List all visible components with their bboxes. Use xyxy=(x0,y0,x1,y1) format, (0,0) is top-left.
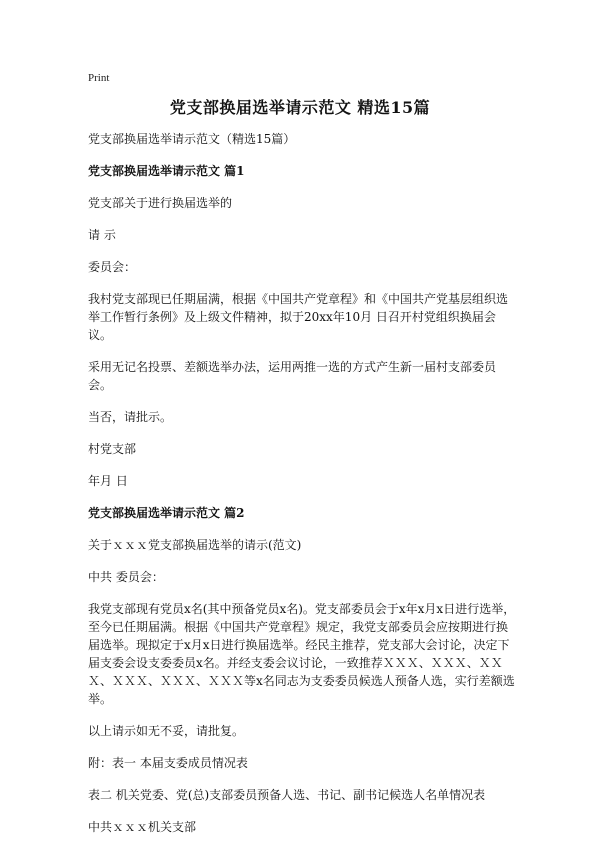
section-heading-1: 党支部换届选举请示范文 篇1 xyxy=(88,164,245,178)
print-label[interactable]: Print xyxy=(88,72,110,84)
paragraph: 以上请示如无不妥，请批复。 xyxy=(88,724,245,738)
paragraph: 附：表一 本届支委成员情况表 xyxy=(88,756,248,770)
paragraph: 采用无记名投票、差额选举办法，运用两推一选的方式产生新一届村支部委员会。 xyxy=(88,360,497,392)
paragraph: 表二 机关党委、党(总)支部委员预备人选、书记、副书记候选人名单情况表 xyxy=(88,788,486,802)
paragraph: 中共 委员会： xyxy=(88,570,164,584)
paragraph: 关于ｘｘｘ党支部换届选举的请示(范文) xyxy=(88,538,302,552)
article-subtitle: 党支部换届选举请示范文（精选15篇） xyxy=(88,132,296,146)
page-title: 党支部换届选举请示范文 精选15篇 xyxy=(169,98,431,117)
paragraph: 请 示 xyxy=(88,228,116,242)
paragraph: 我村党支部现已任期届满，根据《中国共产党章程》和《中国共产党基层组织选举工作暂行条例》及上级文件精神，拟于20xx年10月 日召开村党组织换届会议。 xyxy=(88,292,509,342)
paragraph: 村党支部 xyxy=(88,442,137,456)
paragraph: 党支部关于进行换届选举的 xyxy=(88,196,233,210)
paragraph: 我党支部现有党员x名(其中预备党员x名)。党支部委员会于x年x月x日进行选举，至今已任期届满。根据《中国共产党章程》规定，我党支部委员会应按期进行换届选举。现拟定于x月x日进行换届选举。经民主推荐，党支部大会讨论，决定下届支委会设支委委员x名。并经支委会议讨论，一致推荐ＸＸＸ、ＸＸＸ、ＸＸＸ、ＸＸＸ、ＸＸＸ、ＸＸＸ等x名同志为支委委员候选人预备人选，实行差额选举。 xyxy=(88,602,516,706)
paragraph: 当否，请批示。 xyxy=(88,410,173,424)
article-body xyxy=(88,130,516,850)
paragraph: 年月 日 xyxy=(88,474,128,488)
paragraph: 中共ｘｘｘ机关支部 xyxy=(88,820,197,834)
paragraph: 委员会： xyxy=(88,260,137,274)
section-heading-2: 党支部换届选举请示范文 篇2 xyxy=(88,506,245,520)
